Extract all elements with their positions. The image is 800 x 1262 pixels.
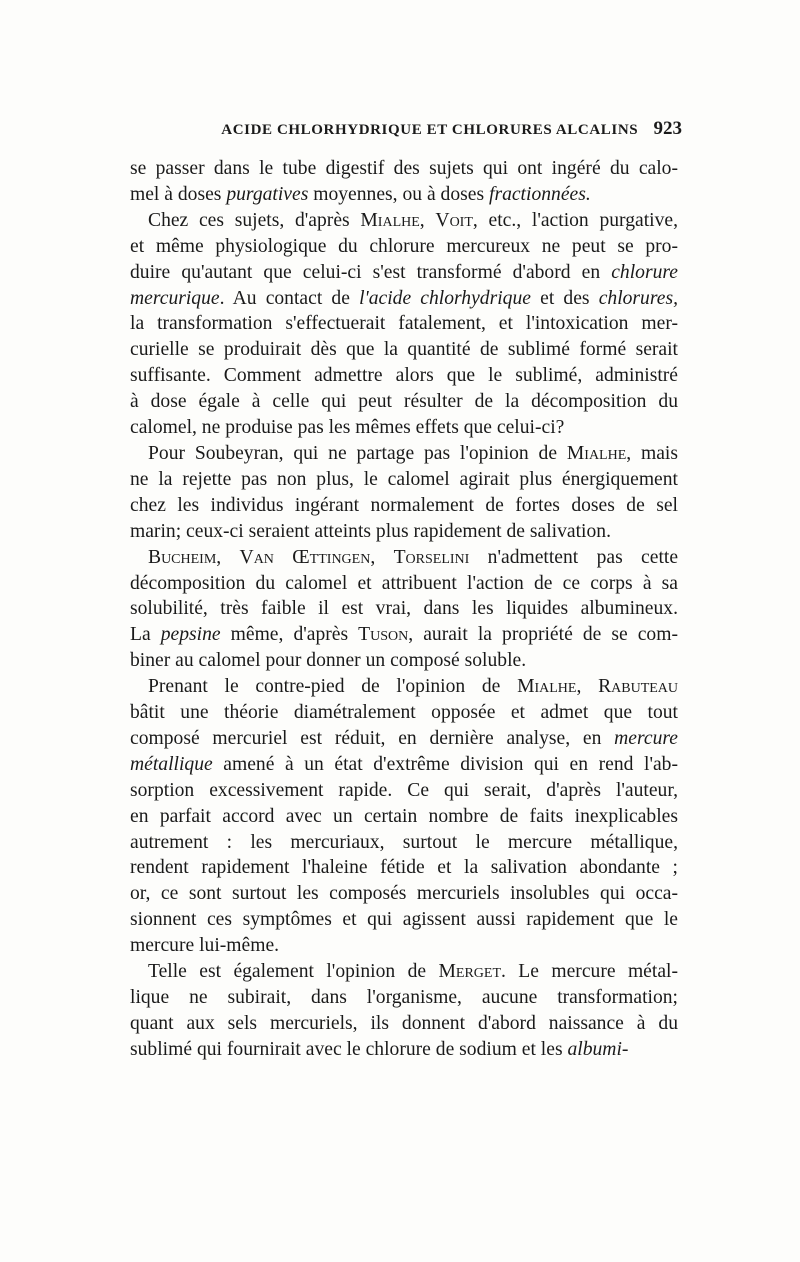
italic-run: mercurique [130,287,220,309]
text-run: or, ce sont surtout les composés mercuriels insolubles qui occa- [130,883,678,905]
text-run: quant aux sels mercuriels, ils donnent d'abord naissance à du [130,1012,678,1034]
text-run: duire qu'autant que celui-ci s'est transformé d'abord en [130,261,612,283]
text-line [130,260,678,286]
text-run: mel à doses [130,183,227,205]
author-name: Mialhe [566,442,627,464]
text-run: biner au calomel pour donner un composé soluble. [130,650,527,672]
text-line [130,441,678,467]
text-run: bâtit une théorie diamétralement opposée et admet que tout [130,702,678,724]
text-run: sionnent ces symptômes et qui agissent aussi rapidement que le [130,909,678,931]
text-line [130,1037,678,1063]
text-run: Prenant le contre-pied de l'opinion de [148,676,518,698]
text-run: amené à un état d'extrême division qui en rend l'ab- [212,753,678,775]
text-line [130,648,678,674]
text-line [130,337,678,363]
body-text [130,156,678,1063]
text-line [130,286,678,312]
italic-run: l'acide chlorhydrique [359,287,531,309]
text-line [130,959,678,985]
text-run: même, d'après [220,624,359,646]
page-number: 923 [653,118,682,139]
text-run: chez les individus ingérant normalement de fortes doses de sel [130,494,678,516]
text-line [130,156,678,182]
text-run: , etc., l'action purgative, [472,209,678,231]
text-run: , [419,209,436,231]
text-line [130,804,678,830]
text-line [130,752,678,778]
text-run: et des [530,287,599,309]
text-run: ne la rejette pas non plus, le calomel agirait plus énergiquement [130,468,678,490]
text-line [130,830,678,856]
text-run: . Le mercure métal- [501,961,678,983]
text-run: autrement : les mercuriaux, surtout le mercure métallique, [130,831,678,853]
text-line [130,208,678,234]
italic-run: purgatives [226,183,309,205]
text-line [130,234,678,260]
text-run: marin; ceux-ci seraient atteints plus rapidement de salivation. [130,520,611,542]
text-run: , aurait la propriété de se com- [408,624,678,646]
text-line [130,726,678,752]
text-run: composé mercuriel est réduit, en dernière analyse, en [130,727,615,749]
text-run: calomel, ne produise pas les mêmes effets que celui-ci? [130,417,565,439]
text-line [130,182,678,208]
text-run: Pour Soubeyran, qui ne partage pas l'opinion de [148,442,567,464]
italic-run: chlorure [611,261,678,283]
text-run: se passer dans le tube digestif des sujets qui ont ingéré du calo- [130,158,678,179]
text-run: suffisante. Comment admettre alors que le sublimé, administré [130,365,678,387]
author-name: Tuson [358,624,409,646]
italic-run: métallique [130,753,213,775]
text-run: solubilité, très faible il est vrai, dans les liquides albumineux. [130,598,678,620]
text-run: sublimé qui fournirait avec le chlorure de sodium et les [130,1038,568,1060]
text-run: la transformation s'effectuerait fatalement, et l'intoxication mer- [130,313,678,335]
text-line [130,933,678,959]
text-run: La [130,624,161,646]
text-run: en parfait accord avec un certain nombre de faits inexplicables [130,805,678,827]
text-run: moyennes, ou à doses [308,183,489,205]
text-line [130,415,678,441]
author-name: Mialhe [517,676,577,698]
text-line [130,493,678,519]
author-name: Bucheim [148,546,217,568]
text-run: , mais [626,442,678,464]
text-line [130,467,678,493]
text-run: . Au contact de [219,287,360,309]
text-run: , [216,546,240,568]
text-run: , [576,676,599,698]
text-line [130,907,678,933]
text-line [130,571,678,597]
italic-run: chlorures, [598,287,678,309]
author-name: Merget [438,961,502,983]
author-name: Mialhe [360,209,420,231]
text-line [130,389,678,415]
text-run: sorption excessivement rapide. Ce qui serait, d'après l'auteur, [130,779,678,801]
text-line [130,700,678,726]
text-run: et même physiologique du chlorure mercureux ne peut se pro- [130,235,678,257]
text-line [130,1011,678,1037]
text-line [130,519,678,545]
text-run: à dose égale à celle qui peut résulter de la décomposition du [130,391,678,413]
text-run: lique ne subirait, dans l'organisme, aucune transformation; [130,987,678,1008]
text-line [130,881,678,907]
text-run: curielle se produirait dès que la quantité de sublimé formé serait [130,339,678,361]
text-line [130,545,678,571]
italic-run: mercure [614,727,678,749]
running-head: ACIDE CHLORHYDRIQUE ET CHLORURES ALCALINS [221,122,639,138]
text-line [130,778,678,804]
text-line [130,596,678,622]
text-line [130,855,678,881]
text-run: Chez ces sujets, d'après [148,209,361,231]
text-run: décomposition du calomel et attribuent l'action de ce corps à sa [130,572,678,594]
text-run: mercure lui-même. [130,935,280,957]
text-line [130,674,678,700]
author-name: Voit [435,209,473,231]
text-line [130,311,678,337]
text-line [130,985,678,1011]
text-run: , [370,546,394,568]
italic-run: pepsine [160,624,221,646]
author-name: Van Œttingen [239,546,371,568]
text-run: Telle est également l'opinion de [148,961,439,983]
italic-run: fractionnées. [489,183,591,205]
text-line [130,363,678,389]
text-line [130,622,678,648]
text-run: rendent rapidement l'haleine fétide et la salivation abondante ; [130,857,678,879]
italic-run: albumi- [567,1038,629,1060]
page-header [200,118,682,144]
author-name: Torselini [393,546,470,568]
text-run: n'admettent pas cette [469,546,679,568]
author-name: Rabuteau [598,676,679,698]
